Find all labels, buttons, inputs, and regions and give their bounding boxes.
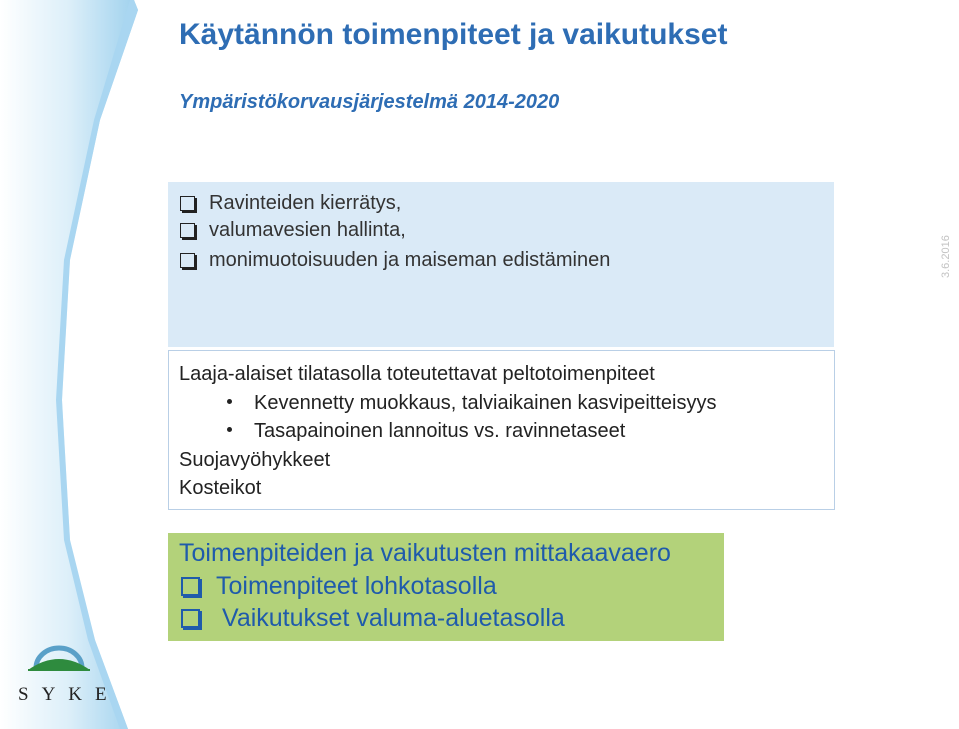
action-label: Ravinteiden kierrätys, [209,192,402,214]
action-label: monimuotoisuuden ja maiseman edistäminen [209,249,611,271]
logo-text: SYKE [18,684,120,705]
scale-item-label: Toimenpiteet lohkotasolla [216,572,497,600]
action-item [180,219,406,242]
checkbox-icon [181,577,200,596]
measures-line: Suojavyöhykkeet [179,449,331,471]
scale-heading: Toimenpiteiden ja vaikutusten mittakaavaero [179,539,671,567]
slide-title: Käytännön toimenpiteet ja vaikutukset [179,18,728,51]
measures-line: Kosteikot [179,477,262,499]
action-item [180,192,401,215]
bullet-icon [227,399,232,404]
bullet-icon [227,427,232,432]
checkbox-icon [180,223,195,238]
measures-bullet-text: Tasapainoinen lannoitus vs. ravinnetaseet [254,420,626,442]
scale-item [181,572,497,601]
scale-item [181,604,565,633]
action-label: valumavesien hallinta, [209,219,406,241]
checkbox-icon [180,253,195,268]
scale-box [168,533,724,641]
actions-box [168,182,834,347]
scale-item-label: Vaikutukset valuma-aluetasolla [222,604,565,632]
checkbox-icon [180,196,195,211]
checkbox-icon [181,609,200,628]
slide-subtitle: Ympäristökorvausjärjestelmä 2014-2020 [179,91,560,113]
action-item [180,249,610,272]
measures-bullet [227,392,716,415]
slide-date: 3.6.2016 [940,235,952,278]
measures-bullet-text: Kevennetty muokkaus, talviaikainen kasvipeitteisyys [254,392,717,414]
measures-heading: Laaja-alaiset tilatasolla toteutettavat peltotoimenpiteet [179,363,655,385]
measures-bullet [227,420,625,443]
measures-box [168,350,835,510]
